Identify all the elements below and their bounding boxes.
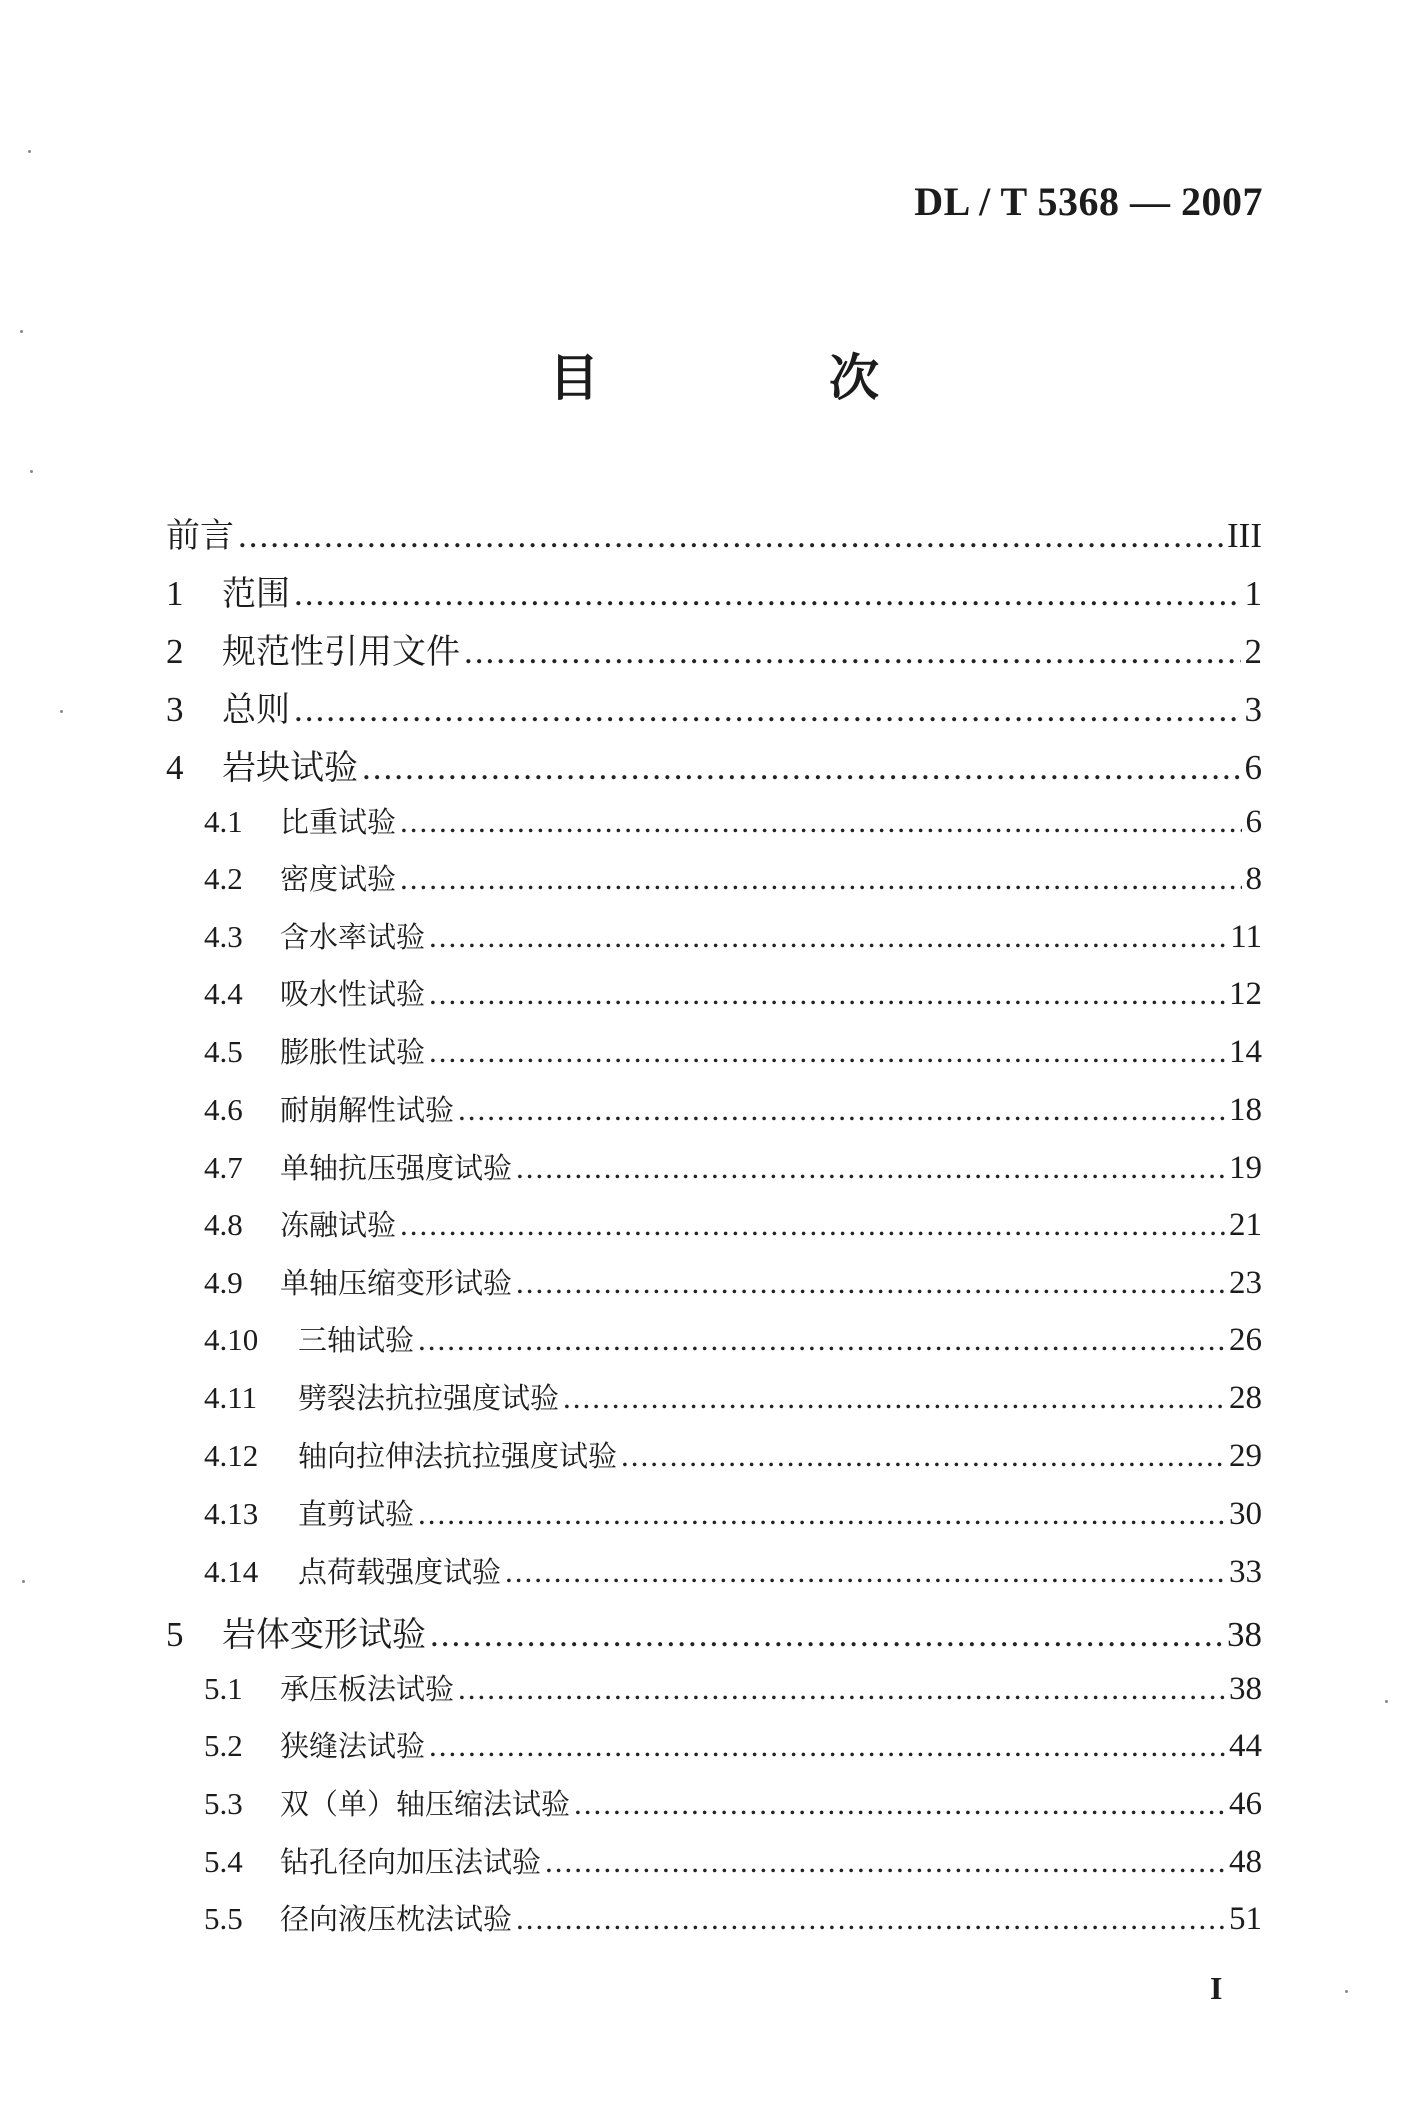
toc-entry-title: 吸水性试验 <box>280 977 426 1011</box>
toc-entry-page: 19 <box>1229 1150 1262 1186</box>
toc-section-entry[interactable] <box>204 1667 1262 1709</box>
toc-dot-leader <box>516 1265 1225 1301</box>
toc-entry-title: 承压板法试验 <box>280 1672 455 1706</box>
toc-entry-number: 4.4 <box>204 976 243 1011</box>
toc-entry-title: 冻融试验 <box>280 1208 397 1242</box>
toc-entry-title: 范围 <box>222 574 290 614</box>
toc-title: 目 次 <box>549 349 969 407</box>
toc-section-entry[interactable] <box>204 972 1262 1014</box>
toc-entry-title: 岩体变形试验 <box>222 1615 426 1655</box>
toc-entry-page: 2 <box>1244 632 1262 671</box>
toc-entry-title: 三轴试验 <box>298 1323 415 1357</box>
scan-speck <box>60 710 63 713</box>
toc-entry-number: 5.3 <box>204 1786 243 1821</box>
toc-section-entry[interactable] <box>204 857 1262 899</box>
toc-section-entry[interactable] <box>204 1376 1262 1418</box>
toc-entry-page: 6 <box>1244 748 1262 787</box>
toc-chapter-entry[interactable] <box>166 682 1262 728</box>
toc-dot-leader <box>621 1438 1225 1474</box>
toc-section-entry[interactable] <box>204 1203 1262 1245</box>
toc-chapter-entry[interactable] <box>166 740 1262 786</box>
toc-dot-leader <box>505 1554 1225 1590</box>
page-number: I <box>1210 1970 1223 2006</box>
toc-entry-title: 总则 <box>222 690 290 730</box>
toc-entry-page: 28 <box>1229 1380 1262 1416</box>
toc-entry-title: 点荷载强度试验 <box>298 1555 502 1589</box>
toc-entry-number: 4.11 <box>204 1380 258 1415</box>
toc-dot-leader <box>545 1844 1225 1880</box>
scan-speck <box>28 150 31 153</box>
toc-dot-leader <box>429 976 1225 1012</box>
toc-entry-number: 5 <box>166 1615 184 1654</box>
toc-entry-number: 4.12 <box>204 1438 259 1473</box>
toc-dot-leader <box>563 1380 1225 1416</box>
toc-section-entry[interactable] <box>204 1724 1262 1766</box>
toc-section-entry[interactable] <box>204 1840 1262 1882</box>
toc-section-entry[interactable] <box>204 1030 1262 1072</box>
toc-entry-title: 规范性引用文件 <box>222 632 460 672</box>
toc-entry-page: 1 <box>1244 574 1262 613</box>
toc-entry-page: 38 <box>1227 1615 1262 1654</box>
toc-entry-page: 23 <box>1229 1265 1262 1301</box>
toc-entry-page: 46 <box>1229 1786 1262 1822</box>
toc-entry-page: 11 <box>1230 919 1262 955</box>
toc-entry-number: 4.5 <box>204 1034 243 1069</box>
scan-speck <box>1345 1990 1348 1993</box>
scan-speck <box>22 1580 25 1583</box>
toc-dot-leader <box>429 919 1226 955</box>
toc-section-entry[interactable] <box>204 1261 1262 1303</box>
toc-section-entry[interactable] <box>204 1146 1262 1188</box>
toc-dot-leader <box>429 1728 1225 1764</box>
toc-entry-page: 8 <box>1245 861 1262 897</box>
toc-entry-number: 4.3 <box>204 919 243 954</box>
toc-dot-leader <box>430 1615 1223 1655</box>
toc-entry-number: 4.2 <box>204 861 243 896</box>
toc-entry-number: 4.7 <box>204 1150 243 1185</box>
toc-entry-title: 狭缝法试验 <box>280 1729 426 1763</box>
toc-entry-number: 4.6 <box>204 1092 243 1127</box>
toc-dot-leader <box>238 516 1223 556</box>
toc-entry-page: 6 <box>1245 804 1262 840</box>
toc-entry-page: 18 <box>1229 1092 1262 1128</box>
toc-section-entry[interactable] <box>204 800 1262 842</box>
toc-entry-page: 30 <box>1229 1496 1262 1532</box>
toc-entry-title: 前言 <box>166 516 234 556</box>
toc-entry-number: 4.13 <box>204 1496 259 1531</box>
toc-entry-number: 4.9 <box>204 1265 243 1300</box>
toc-section-entry[interactable] <box>204 1434 1262 1476</box>
toc-entry-title: 钻孔径向加压法试验 <box>280 1845 542 1879</box>
toc-entry-title: 单轴抗压强度试验 <box>280 1151 513 1185</box>
toc-dot-leader <box>294 574 1241 614</box>
toc-entry-page: 26 <box>1229 1322 1262 1358</box>
toc-entry-page: 3 <box>1244 690 1262 729</box>
toc-entry-number: 4 <box>166 748 184 787</box>
toc-entry-page: 14 <box>1229 1034 1262 1070</box>
toc-dot-leader <box>362 748 1241 788</box>
toc-entry-title: 含水率试验 <box>280 920 426 954</box>
toc-section-entry[interactable] <box>204 1897 1262 1939</box>
toc-entry-title: 密度试验 <box>280 862 397 896</box>
toc-section-entry[interactable] <box>204 1088 1262 1130</box>
toc-entry-title: 耐崩解性试验 <box>280 1093 455 1127</box>
toc-entry-number: 3 <box>166 690 184 729</box>
toc-dot-leader <box>516 1901 1225 1937</box>
toc-section-entry[interactable] <box>204 1782 1262 1824</box>
toc-entry-number: 4.8 <box>204 1207 243 1242</box>
toc-dot-leader <box>418 1322 1225 1358</box>
toc-dot-leader <box>429 1034 1225 1070</box>
toc-entry-title: 双（单）轴压缩法试验 <box>280 1787 571 1821</box>
toc-section-entry[interactable] <box>204 1318 1262 1360</box>
toc-entry-number: 4.14 <box>204 1554 259 1589</box>
toc-entry-page: 44 <box>1229 1728 1262 1764</box>
toc-dot-leader <box>294 690 1241 730</box>
toc-entry-page: 29 <box>1229 1438 1262 1474</box>
toc-entry-title: 单轴压缩变形试验 <box>280 1266 513 1300</box>
toc-entry-title: 径向液压枕法试验 <box>280 1902 513 1936</box>
toc-entry-title: 劈裂法抗拉强度试验 <box>298 1381 560 1415</box>
toc-chapter-entry[interactable] <box>166 566 1262 612</box>
toc-entry-number: 5.2 <box>204 1728 243 1763</box>
toc-dot-leader <box>400 804 1241 840</box>
toc-entry-page: 12 <box>1229 976 1262 1012</box>
toc-entry-page: 48 <box>1229 1844 1262 1880</box>
toc-entry-page: III <box>1227 516 1262 555</box>
toc-dot-leader <box>400 1207 1225 1243</box>
toc-dot-leader <box>418 1496 1225 1532</box>
toc-chapter-entry[interactable] <box>166 508 1262 554</box>
toc-entry-title: 比重试验 <box>280 805 397 839</box>
toc-entry-page: 51 <box>1229 1901 1262 1937</box>
toc-entry-title: 直剪试验 <box>298 1497 415 1531</box>
toc-section-entry[interactable] <box>204 915 1262 957</box>
toc-chapter-entry[interactable] <box>166 1607 1262 1653</box>
toc-dot-leader <box>400 861 1241 897</box>
toc-entry-title: 膨胀性试验 <box>280 1035 426 1069</box>
toc-entry-number: 4.10 <box>204 1322 259 1357</box>
toc-dot-leader <box>458 1671 1225 1707</box>
toc-entry-page: 21 <box>1229 1207 1262 1243</box>
toc-entry-number: 2 <box>166 632 184 671</box>
toc-entry-number: 5.4 <box>204 1844 243 1879</box>
toc-dot-leader <box>516 1150 1225 1186</box>
toc-dot-leader <box>464 632 1241 672</box>
toc-entry-title: 岩块试验 <box>222 748 358 788</box>
toc-entry-number: 4.1 <box>204 804 243 839</box>
toc-entry-number: 5.1 <box>204 1671 243 1706</box>
scan-speck <box>30 470 33 473</box>
toc-section-entry[interactable] <box>204 1492 1262 1534</box>
toc-entry-page: 38 <box>1229 1671 1262 1707</box>
document-code: DL / T 5368 — 2007 <box>914 179 1263 224</box>
scan-speck <box>1385 1700 1388 1703</box>
toc-entry-number: 5.5 <box>204 1901 243 1936</box>
toc-entry-page: 33 <box>1229 1554 1262 1590</box>
toc-dot-leader <box>574 1786 1225 1822</box>
toc-chapter-entry[interactable] <box>166 624 1262 670</box>
toc-entry-number: 1 <box>166 574 184 613</box>
scan-speck <box>20 330 23 333</box>
toc-entry-title: 轴向拉伸法抗拉强度试验 <box>298 1439 618 1473</box>
toc-section-entry[interactable] <box>204 1550 1262 1592</box>
toc-dot-leader <box>458 1092 1225 1128</box>
